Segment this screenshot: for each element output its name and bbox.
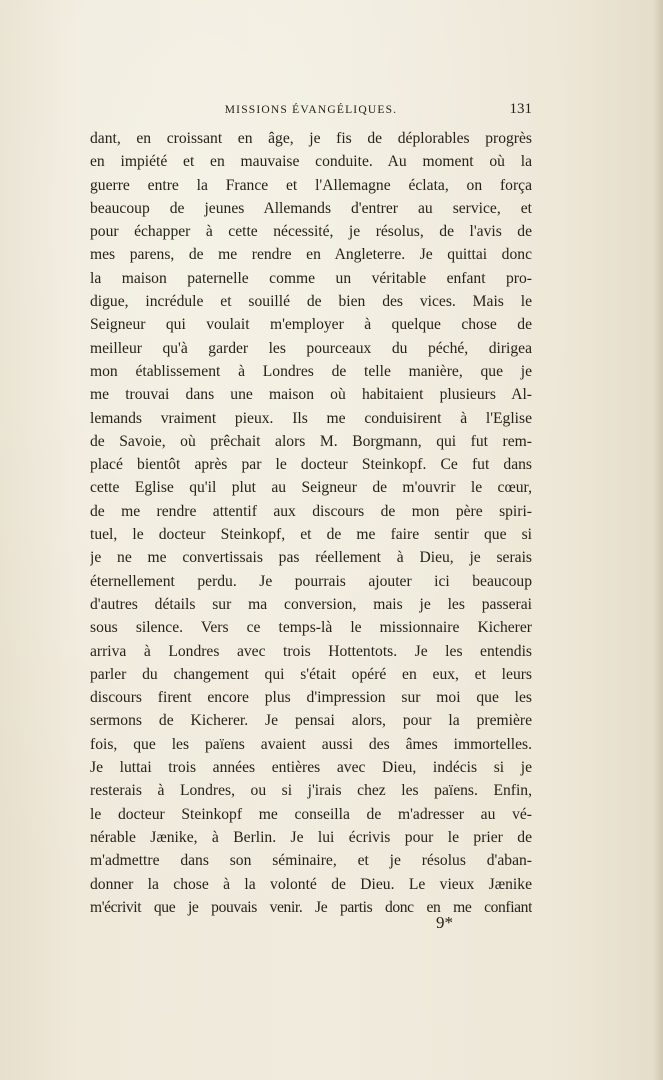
- text-line: m'écrivit que je pouvais venir. Je partis donc en me confiant: [90, 898, 532, 916]
- text-line: mon établissement à Londres de telle manière, que je: [90, 362, 532, 380]
- text-line: Je luttai trois années entières avec Dieu, indécis si je: [90, 759, 532, 777]
- text-line: le docteur Steinkopf me conseilla de m'adresser au vé-: [90, 805, 532, 823]
- text-line: de Savoie, où prêchait alors M. Borgmann, qui fut rem-: [90, 432, 532, 450]
- text-line: de me rendre attentif aux discours de mon père spiri-: [90, 502, 532, 520]
- text-line: discours firent encore plus d'impression sur moi que les: [90, 689, 532, 707]
- text-line: je ne me convertissais pas réellement à Dieu, je serais: [90, 549, 532, 567]
- text-line: sous silence. Vers ce temps-là le missionnaire Kicherer: [90, 619, 532, 637]
- text-line: beaucoup de jeunes Allemands d'entrer au service, et: [90, 199, 532, 217]
- page-header: [90, 101, 532, 121]
- text-line: guerre entre la France et l'Allemagne éclata, on força: [90, 176, 532, 194]
- text-line: digue, incrédule et souillé de bien des vices. Mais le: [90, 293, 532, 311]
- text-line: la maison paternelle comme un véritable enfant pro-: [90, 269, 532, 287]
- text-line: mes parens, de me rendre en Angleterre. Je quittai donc: [90, 246, 532, 264]
- text-line: me trouvai dans une maison où habitaient plusieurs Al-: [90, 386, 532, 404]
- text-line: cette Eglise qu'il plut au Seigneur de m'ouvrir le cœur,: [90, 479, 532, 497]
- text-line: nérable Jænike, à Berlin. Je lui écrivis pour le prier de: [90, 828, 532, 846]
- text-line: pour échapper à cette nécessité, je résolus, de l'avis de: [90, 223, 532, 241]
- text-line: dant, en croissant en âge, je fis de déplorables progrès: [90, 130, 532, 147]
- page-edge-shadow: [653, 0, 663, 1080]
- text-line: placé bientôt après par le docteur Steinkopf. Ce fut dans: [90, 456, 532, 474]
- page-number: 131: [509, 101, 532, 117]
- text-line: d'autres détails sur ma conversion, mais je les passerai: [90, 595, 532, 613]
- text-line: resterais à Londres, ou si j'irais chez les païens. Enfin,: [90, 782, 532, 800]
- text-line: Seigneur qui voulait m'employer à quelque chose de: [90, 316, 532, 334]
- text-line: meilleur qu'à garder les pourceaux du péché, dirigea: [90, 339, 532, 357]
- text-line: m'admettre dans son séminaire, et je résolus d'aban-: [90, 852, 532, 870]
- text-line: fois, que les païens avaient aussi des âmes immortelles.: [90, 735, 532, 753]
- signature-mark: 9*: [436, 913, 453, 932]
- text-line: parler du changement qui s'était opéré en eux, et leurs: [90, 665, 532, 683]
- text-line: donner la chose à la volonté de Dieu. Le vieux Jænike: [90, 875, 532, 893]
- body-text: [90, 127, 532, 919]
- text-line: tuel, le docteur Steinkopf, et de me faire sentir que si: [90, 526, 532, 544]
- text-line: sermons de Kicherer. Je pensai alors, pour la première: [90, 712, 532, 730]
- running-title: MISSIONS ÉVANGÉLIQUES.: [224, 104, 398, 116]
- text-line: en impiété et en mauvaise conduite. Au moment où la: [90, 153, 532, 171]
- text-line: arriva à Londres avec trois Hottentots. Je les entendis: [90, 642, 532, 660]
- text-line: lemands vraiment pieux. Ils me conduisirent à l'Eglise: [90, 409, 532, 427]
- text-line: éternellement perdu. Je pourrais ajouter ici beaucoup: [90, 572, 532, 590]
